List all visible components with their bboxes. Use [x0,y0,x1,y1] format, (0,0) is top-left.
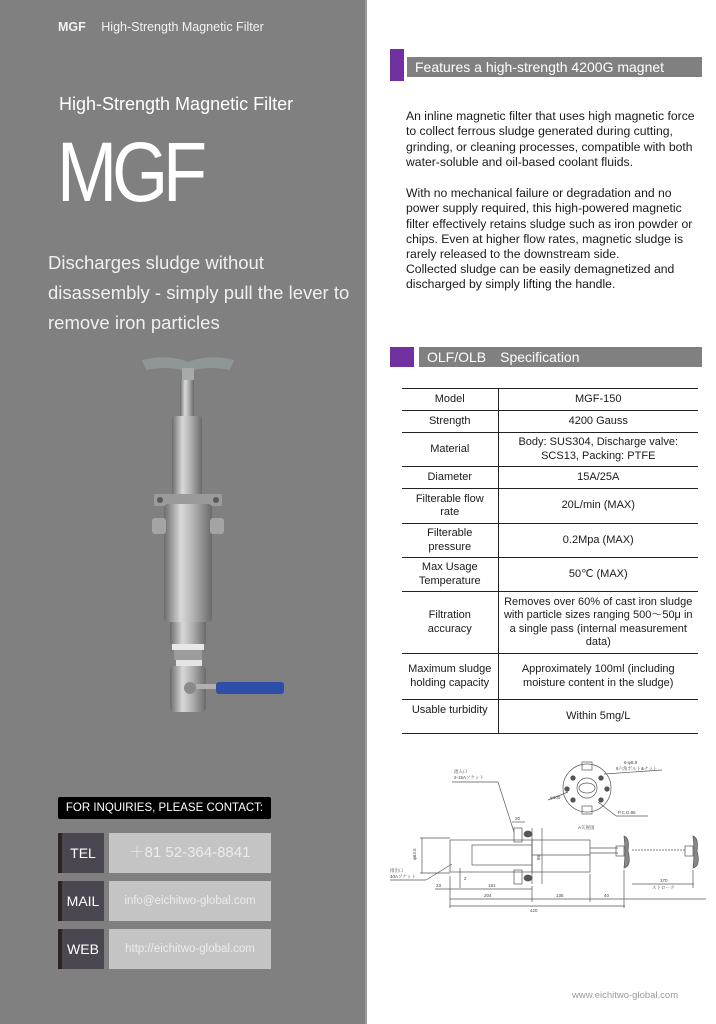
drawing-dim-40: 40 [604,893,610,898]
spec-value: Removes over 60% of cast iron sludge with particle sizes ranging 500～50μ in a single pass (internal measurement data) [498,592,698,654]
spec-value: Body: SUS304, Discharge valve: SCS13, Packing: PTFE [498,433,698,467]
drawing-outlet-spec: 40Aソケット [390,874,416,879]
drawing-view-label: A矢視図 [578,825,595,830]
table-row [402,467,698,489]
spec-key: Model [402,389,498,411]
contact-row-web [58,929,271,969]
table-row [402,700,698,734]
header-name: High-Strength Magnetic Filter [101,20,264,34]
contact-label-mail: MAIL [58,881,104,921]
spec-value: MGF-150 [498,389,698,411]
drawing-outlet-label: 排出口 [390,868,404,873]
spec-key: Material [402,433,498,467]
spec-value: 0.2Mpa (MAX) [498,524,698,558]
contact-row-tel [58,833,271,873]
valve-lever [216,682,284,694]
drawing-dim-2: 2 [464,876,467,881]
header-code: MGF [58,20,86,34]
contact-value-web[interactable]: http://eichitwo-global.com [109,929,271,969]
flange-view [563,764,611,812]
drawing-bolt-desc: 6六角ボルト&ナット [616,766,658,771]
page-header [58,20,264,34]
contact-row-mail [58,881,271,921]
drawing-dim-20: 20 [515,816,521,821]
drawing-pcd: P.C.D.86 [618,810,636,815]
table-row [402,489,698,524]
drawing-inlet-label: 流入口 [454,769,468,774]
drawing-dim-135: 135 [556,893,564,898]
footer-url[interactable]: www.eichitwo-global.com [572,990,679,1001]
drawing-dim-420: 420 [530,908,538,913]
product-photo [120,352,290,732]
spec-value: Approximately 100ml (including moisture content in the sludge) [498,654,698,700]
upper-cylinder [172,416,202,496]
contact-title: FOR INQUIRIES, PLEASE CONTACT: [58,797,271,819]
spec-value: 4200 Gauss [498,411,698,433]
drawing-dim-181: 181 [488,883,496,888]
spec-key: Filterable flow rate [402,489,498,524]
drawing-flange-dia: φ100 [550,795,561,800]
spec-key: Filterable pressure [402,524,498,558]
features-paragraph-2: With no mechanical failure or degradation and no power supply required, this high-powered magnetic filter effectively retains sludge such as iron powder or chips. Even at higher flow rates, magnetic sludge is rarely released to the downstream side. [406,186,693,262]
inlet-port [152,518,166,534]
table-row [402,592,698,654]
spec-key: Max Usage Temperature [402,558,498,592]
spec-accent-bar [390,347,414,367]
panel-divider [365,0,367,1024]
features-paragraph-3: Collected sludge can be easily demagnetized and discharged by simply lifting the handle. [406,262,675,292]
hero-subtitle: High-Strength Magnetic Filter [59,94,294,114]
contact-label-web: WEB [58,929,104,969]
drawing-stroke: ストローク [652,885,675,890]
spec-key: Diameter [402,467,498,489]
drawing-flange-height: 86 [536,854,541,860]
spec-key: Usable turbidity [402,700,498,734]
main-body [164,504,212,622]
drawing-dim-23: 23 [436,883,442,888]
table-row [402,433,698,467]
drawing-inlet-spec: 2-15Aソケット [454,775,484,780]
features-accent-bar [390,49,404,81]
drawing-dim-170: 170 [660,878,668,883]
drawing-dim-204: 204 [484,893,492,898]
spec-value: 20L/min (MAX) [498,489,698,524]
rod [180,380,194,420]
spec-heading: OLF/OLB Specification [419,347,702,367]
outlet-port [210,518,224,534]
features-paragraph-1: An inline magnetic filter that uses high magnetic force to collect ferrous sludge generated during cutting, grinding, or cleaning processes, compatible with both water-soluble and oil-based coolant fluids. [406,109,695,169]
spec-table [402,388,698,734]
contact-label-tel: TEL [58,833,104,873]
table-row [402,411,698,433]
drawing-bolt-spec: 6-φ8.8 [624,760,638,765]
features-heading: Features a high-strength 4200G magnet [407,57,702,77]
technical-drawing [380,756,716,914]
contact-value-mail[interactable]: info@eichitwo-global.com [109,881,271,921]
spec-value: 50℃ (MAX) [498,558,698,592]
table-row [402,654,698,700]
spec-value: Within 5mg/L [498,700,698,734]
drawing-body-dia: φ63.5 [412,848,417,860]
spec-key: Filtration accuracy [402,592,498,654]
table-row [402,558,698,592]
table-row [402,389,698,411]
handle-neck [182,368,194,380]
hero-model-code: MGF [57,125,203,219]
hero-tagline: Discharges sludge without disassembly - simply pull the lever to remove iron particles [48,252,350,333]
spec-value: 15A/25A [498,467,698,489]
contact-value-tel[interactable]: ＋81 52-364-8841 [109,833,271,873]
spec-key: Maximum sludge holding capacity [402,654,498,700]
spec-key: Strength [402,411,498,433]
table-row [402,524,698,558]
